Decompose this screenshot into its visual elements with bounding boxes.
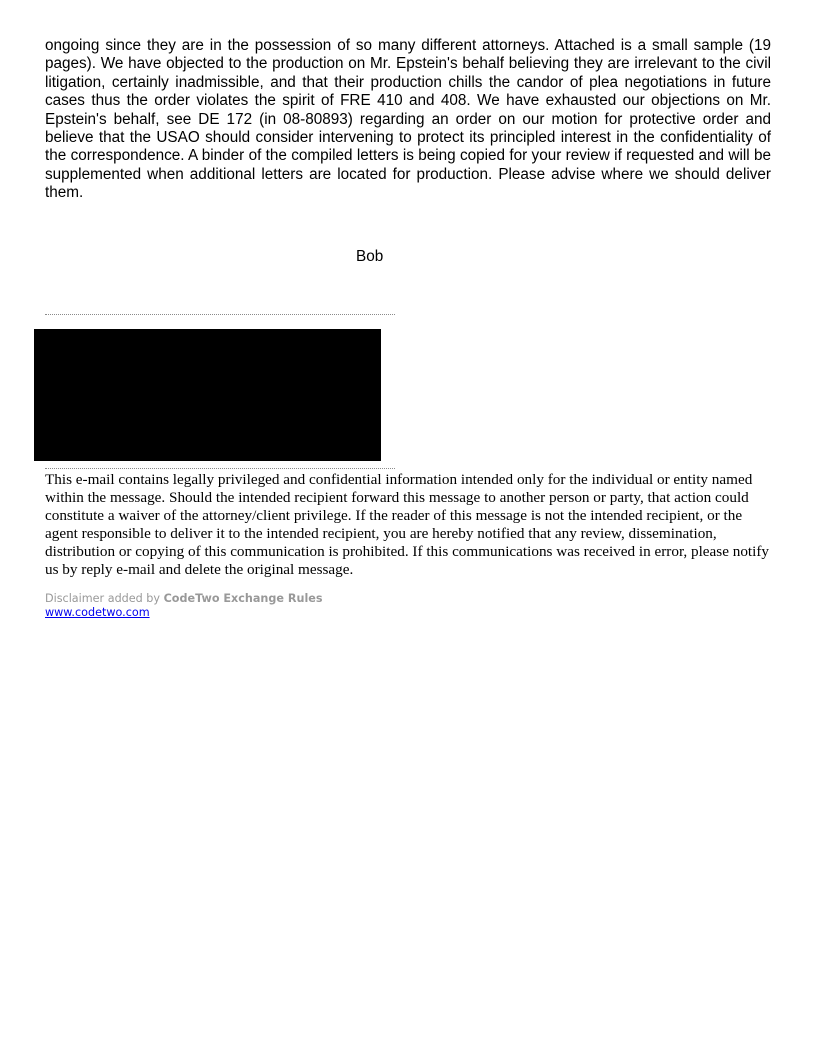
codetwo-link[interactable]: www.codetwo.com	[45, 606, 150, 619]
signature-divider-bottom	[45, 468, 395, 469]
codetwo-credit-prefix: Disclaimer added by	[45, 592, 164, 605]
redaction-block	[34, 329, 381, 461]
codetwo-credit	[45, 592, 323, 606]
email-body-paragraph: ongoing since they are in the possession of so many different attorneys. Attached is a small sample (19 pages). We have objected to the production on Mr. Epstein's behalf believing they are irrelevant to the civil litigation, certainly inadmissible, and that their production chills the candor of plea negotiations in future cases thus the order violates the spirit of FRE 410 and 408. We have exhausted our objections on Mr. Epstein's behalf, see DE 172 (in 08-80893) regarding an order on our motion for protective order and believe that the USAO should consider intervening to protect its principled interest in the confidentiality of the correspondence. A binder of the compiled letters is being copied for your review if requested and will be supplemented when additional letters are located for production. Please advise where we should deliver them.	[45, 37, 771, 202]
codetwo-brand: CodeTwo Exchange Rules	[163, 592, 323, 605]
confidentiality-disclaimer: This e-mail contains legally privileged and confidential information intended only for the individual or entity named within the message. Should the intended recipient forward this message to another person or party, that action could constitute a waiver of the attorney/client privilege. If the reader of this message is not the intended recipient, or the agent responsible to deliver it to the intended recipient, you are hereby notified that any review, dissemination, distribution or copying of this communication is prohibited. If this communications was received in error, please notify us by reply e-mail and delete the original message.	[45, 471, 770, 579]
signature-divider-top	[45, 314, 395, 315]
signature-name: Bob	[356, 248, 384, 265]
